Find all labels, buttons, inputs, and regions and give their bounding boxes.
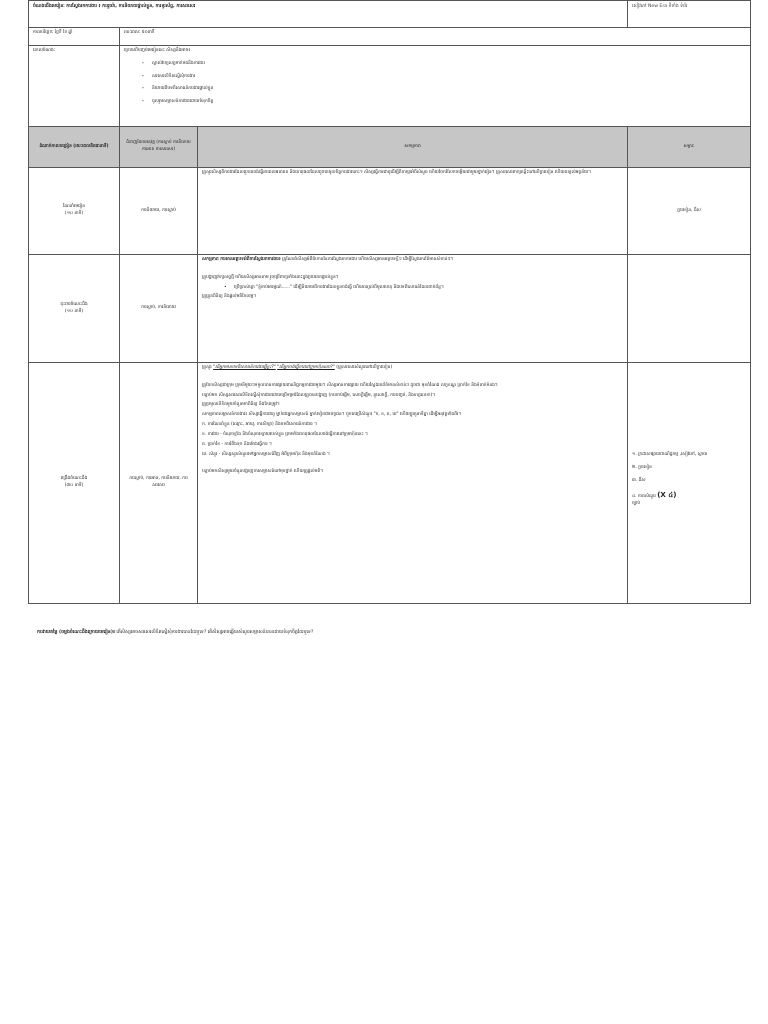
date-field: កាលបរិច្ឆេទៈ ថ្ងៃទី ខែ ឆ្នាំ: [29, 28, 120, 46]
stage-name: ពុះពារចំណេះដឹង: [60, 301, 88, 307]
activity-text: គ្រូត្រួតពិនិត្យ និងផ្តល់មតិកែលម្អ។: [202, 294, 257, 300]
stage-name: ពង្រឹងចំណេះដឹង: [60, 476, 88, 482]
evaluation-text: តើសិស្សអាចសរសេរលិខិតស្នើសុំការងារបានដែរឬទេ? តើសិស្សអាចឆ្លើយសំណួរសម្ភាសន៍បានដោយទំនុកចិត្តដែរឬទេ?: [114, 630, 314, 635]
stage-cell: [29, 363, 120, 604]
table-row: [29, 255, 751, 363]
objective-item: - និយាយពីបទពិសោធន៍ការងារផ្ទាល់ខ្លួន: [142, 86, 746, 93]
activity-subitem: • ប្រើប្រាស់ឃ្លា "ខ្ញុំចាប់អារម្មណ៍......" ដើម្បីនិយាយពីការងារដែលខ្លួនចង់ធ្វើ ហើយពន្យល់ពីមូលហេតុ និងបទពិសោធន៍ដែលពាក់ព័ន្ធ។: [224, 285, 623, 292]
activity-lead: គ្រូសួរ: [202, 365, 212, 370]
objectives-content: [120, 46, 751, 127]
activity-cell: [198, 255, 628, 363]
activity-cell: គ្រូសួរសិស្សពីការងារដែលពួកគេចង់ធ្វើនាពេលអនាគត និងហេតុផលដែលពួកគេចូលចិត្តការងារនោះ។ សិស្សធ្វើការជាគូដើម្បីពិភាក្សាអំពីសំណួរ ហើយចែករំលែកចម្លើយជាមួយថ្នាក់រៀន។ គ្រូសរសេរពាក្យគន្លឹះនៅលើក្តារខៀន ហើយពន្យល់អត្ថន័យ។: [198, 168, 628, 255]
activity-tail: (គ្រូសរសេរសំណួរនៅលើក្តារខៀន): [336, 365, 393, 370]
table-row: [29, 363, 751, 604]
activity-cell: [198, 363, 628, 604]
objectives-list: [124, 61, 746, 106]
materials-cell: [628, 363, 751, 604]
stage-name: ណែនាំមេរៀន: [63, 204, 85, 210]
materials-cell: [628, 255, 751, 363]
activity-text: គ្រូបង្ហាញវាក្យសព្ទថ្មី ហើយសិស្សអានតាម រួចប្រើពាក្យទាំងនោះក្នុងប្រយោគផ្ទាល់ខ្លួន។: [202, 274, 339, 280]
stage-cell: [29, 168, 120, 255]
materials-item: ២. ក្តារខៀន: [632, 464, 652, 470]
question-1: "តើអ្នកមានបទពិសោធន៍ការងារអ្វីខ្លះ?": [213, 365, 276, 370]
activity-text: គ្រូណែនាំសិស្សអំពីជំហាននៃការស្វែងរកការងារ ហើយសិស្សអានអត្ថបទខ្លីៗ ដើម្បីស្វែងរកព័ត៌មានសំខាន់ៗ។: [280, 257, 454, 262]
materials-item: ច្បាប់: [632, 501, 641, 507]
activity-paragraph: បន្ទាប់មក សិស្សសរសេរលិខិតស្នើសុំការងារដោយប្រើទម្រង់ដែលគ្រូបានបង្ហាញ (ការចាប់ផ្តើម, សេចក្តីផ្តើម, តួសេចក្តី, ការបញ្ចប់, និងហត្ថលេខា)។: [202, 392, 436, 398]
textbook-reference: សៀវភៅ New Era ទីទាំង ទំព័រ: [628, 1, 751, 28]
materials-cell: ក្តារខៀន, ដីស: [628, 168, 751, 255]
objectives-intro: ក្រោយពីបញ្ចប់មេរៀននេះ សិស្សនឹងអាច៖: [124, 48, 191, 53]
activity-paragraph: ខ. ការងារ - ចំណុចខ្លាំង និងចំណុចខ្សោយរបស់ខ្លួន ព្រមទាំងហេតុផលដែលចង់ធ្វើការនៅក្រុមហ៊ុននេះ ។: [202, 431, 368, 437]
activity-sublist: [202, 285, 623, 292]
lesson-title: ចំណងជើងមេរៀនៈ ការស្វែងរកការងារ ៖ ការរួចរ៉ា, ការនិយាយផ្ទាល់ខ្លួន, ការទូរស័ព្ទ, ការសរសេរ: [29, 1, 628, 28]
table-row: [29, 168, 751, 255]
activity-paragraph: គ្រូចែកសិស្សជាក្រុម ក្រុមនីមួយៗទទួលបានការផ្សាយពាណិជ្ជកម្មការងារមួយ។ សិស្សអានការផ្សាយ ហើយស្វែងរកព័ត៌មានសំខាន់ៗ ដូចជា មុខតំណែង លក្ខខណ្ឌ ប្រាក់ខែ និងទំនាក់ទំនង។: [202, 382, 498, 388]
stage-time: (១០ នាទី): [64, 308, 84, 314]
objectives-label: គោលបំណងៈ: [29, 46, 120, 127]
stage-cell: [29, 255, 120, 363]
evaluation-label: ការវាយតម្លៃ (ចម្លងចំណេះដឹងក្រោយមេរៀន)៖: [37, 630, 115, 635]
stage-time: (១០ នាទី): [64, 211, 84, 216]
objective-item: - ចូលរួមសម្ភាសន៍ការងារដោយទំនុកចិត្ត: [142, 99, 746, 106]
activity-paragraph: បន្ទាប់មកសិស្សមួយចំនួនបង្ហាញការសម្ភាសន៍នៅមុខថ្នាក់ ហើយគ្រូផ្តល់មតិ។: [202, 469, 324, 475]
skills-cell: ការស្តាប់, ការនិយាយ: [120, 255, 198, 363]
materials-item: ៤. កាតសំណួរ: [632, 494, 656, 500]
lesson-plan-document: [28, 0, 750, 604]
materials-item: ៣. ដីស: [632, 477, 646, 483]
duration-field: រយៈពេលៈ ៥០នាទី: [120, 28, 751, 46]
question-2: "តើអ្នកចង់ធ្វើការនៅក្រុមហ៊ុនណា?": [277, 365, 335, 370]
activity-paragraph: សកម្មភាពសម្ភាសន៍ការងារ៖ សិស្សធ្វើការជាគូ ម្នាក់ជាអ្នកសម្ភាសន៍ ម្នាក់ទៀតជាបេក្ខជន។ ពួកគេប្រើសំណួរ "ក, ខ, គ, ឃ" ហើយប្តូរតួនាទីគ្នា ដើម្បីអនុវត្តទាំងពីរ។: [202, 412, 462, 418]
materials-item: ១. ក្រដាសផ្សាយពាណិជ្ជកម្ម ,សៀវភៅ, ស្លាយ: [632, 451, 708, 457]
stage-time: (៣០ នាទី): [64, 483, 84, 488]
objective-item: - ស្គាល់វាក្យសព្ទទាក់ទងនឹងការងារ: [142, 61, 746, 68]
skills-cell: ការស្តាប់, ការអាន, ការនិយាយ, ការសរសេរ: [120, 363, 198, 604]
header-stage: ដំណាក់កាលបង្រៀន (រយៈពេលគិតជានាទី): [29, 127, 120, 168]
header-activity: សកម្មភាព: [198, 127, 628, 168]
activity-heading: សកម្មភាព ការអានអត្ថបទអំពីការស្វែងរកការងារ៖: [202, 257, 281, 262]
activity-paragraph: គ. ប្រាក់ខែ - ការរំពឹងទុក និងម៉ោងធ្វើការ ។: [202, 441, 272, 447]
header-skills: ជំនាញដែលអនុវត្ត (ការស្តាប់ ការនិយាយ ការអាន ការសរសេរ): [120, 127, 198, 168]
evaluation-note: [37, 630, 737, 636]
activity-paragraph: ឃ. សំនួរ - សិស្សសួរសំណួរទៅអ្នកសម្ភាសន៍វិញ អំពីក្រុមហ៊ុន និងមុខតំណែង ។: [202, 451, 330, 457]
header-materials: សម្ភារៈ: [628, 127, 751, 168]
objective-item: - សរសេរលិខិតស្នើសុំការងារ: [142, 74, 746, 81]
skills-cell: ការនិយាយ, ការស្តាប់: [120, 168, 198, 255]
lesson-plan-table: [28, 0, 751, 604]
activity-paragraph: គ្រូប្រមូលលិខិតមួយចំនួនមកពិនិត្យ និងកែតម្រូវ។: [202, 402, 280, 408]
activity-paragraph: ក. ការណែនាំខ្លួន (ឈ្មោះ, អាយុ, ការសិក្សា) និងបទពិសោធន៍ការងារ ។: [202, 422, 317, 428]
table-header-row: [29, 127, 751, 168]
materials-quantity: (X ៤): [657, 491, 677, 500]
